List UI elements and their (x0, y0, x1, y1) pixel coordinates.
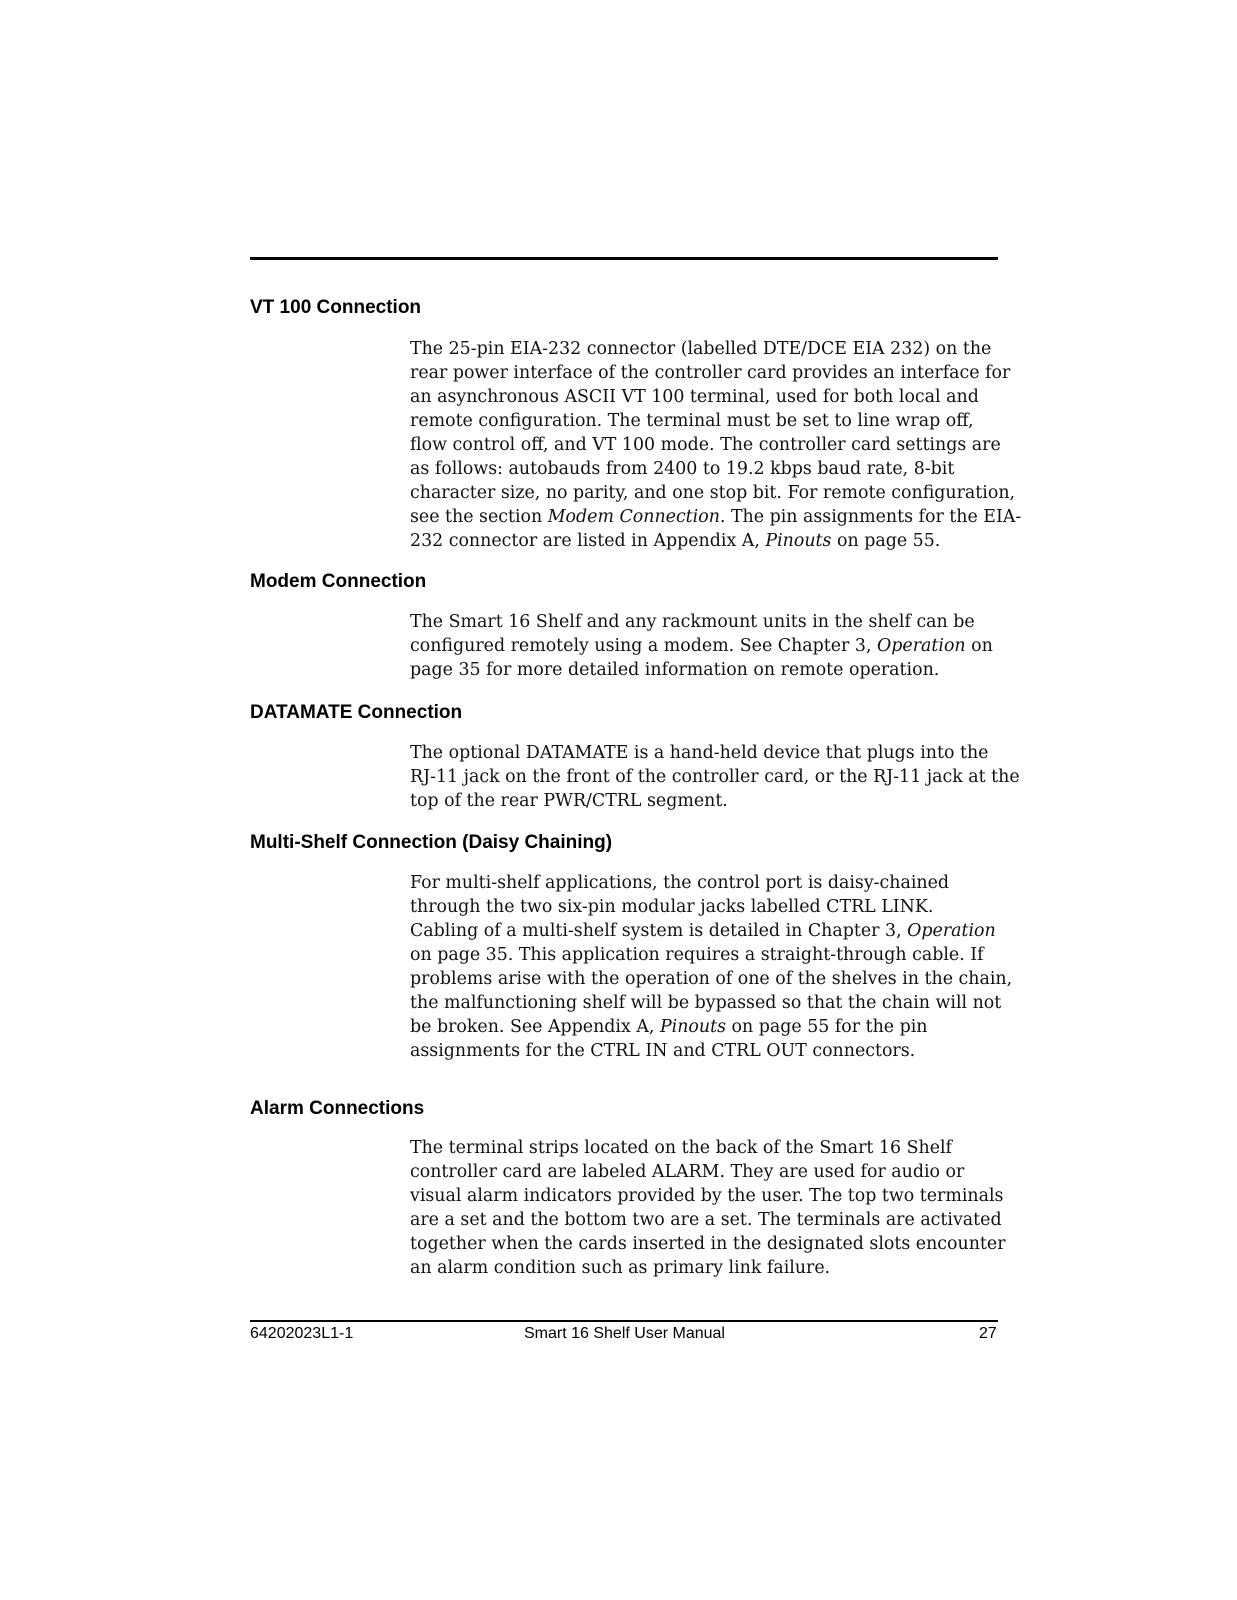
text-line (410, 1015, 1002, 1039)
text-run: be broken. See Appendix A, (410, 1017, 660, 1037)
text-line (410, 433, 1002, 457)
text-line (410, 1208, 1002, 1232)
italic-reference: Pinouts (765, 531, 832, 551)
section-body (410, 610, 1002, 682)
text-line (410, 361, 1011, 385)
text-line (410, 610, 1002, 634)
italic-reference: Operation (907, 921, 996, 941)
text-run: visual alarm indicators provided by the user. The top two terminals (410, 1186, 1004, 1206)
section-body (410, 741, 1020, 813)
text-run: The Smart 16 Shelf and any rackmount units in the shelf can be (410, 612, 975, 632)
section-heading: Multi-Shelf Connection (Daisy Chaining) (250, 832, 613, 853)
text-run: page 35 for more detailed information on remote operation. (410, 660, 940, 680)
text-line (410, 765, 1020, 789)
text-line (410, 967, 1013, 991)
text-line (410, 505, 1022, 529)
footer-title: Smart 16 Shelf User Manual (524, 1325, 725, 1342)
text-line (410, 1160, 1002, 1184)
text-run: an asynchronous ASCII VT 100 terminal, used for both local and (410, 387, 979, 407)
text-run: top of the rear PWR/CTRL segment. (410, 791, 728, 811)
text-line (410, 1256, 1002, 1280)
text-run: RJ-11 jack on the front of the controller card, or the RJ-11 jack at the (410, 767, 1020, 787)
text-run: rear power interface of the controller card provides an interface for (410, 363, 1011, 383)
footer-doc-number: 64202023L1-1 (250, 1325, 354, 1342)
italic-reference: Modem Connection (547, 507, 720, 527)
text-run: on page 55. (831, 531, 941, 551)
text-line (410, 409, 1002, 433)
footer-page-number: 27 (979, 1325, 997, 1342)
header-rule (250, 257, 998, 260)
text-line (410, 895, 1002, 919)
text-run: on page 55 for the pin (726, 1017, 928, 1037)
text-run: the malfunctioning shelf will be bypassed so that the chain will not (410, 993, 1002, 1013)
text-run: remote configuration. The terminal must be set to line wrap off, (410, 411, 974, 431)
text-line (410, 658, 1002, 682)
text-run: problems arise with the operation of one of the shelves in the chain, (410, 969, 1013, 989)
text-run: an alarm condition such as primary link failure. (410, 1258, 831, 1278)
text-run: flow control off, and VT 100 mode. The controller card settings are (410, 435, 1001, 455)
italic-reference: Operation (877, 636, 966, 656)
footer-rule (250, 1320, 998, 1322)
section-heading: VT 100 Connection (250, 297, 422, 318)
text-run: on page 35. This application requires a straight-through cable. If (410, 945, 984, 965)
text-line (410, 634, 1002, 658)
text-run: . The pin assignments for the EIA- (719, 507, 1022, 527)
text-run: together when the cards inserted in the designated slots encounter (410, 1234, 1006, 1254)
text-line (410, 991, 1002, 1015)
italic-reference: Pinouts (659, 1017, 727, 1037)
text-line (410, 1232, 1006, 1256)
section-heading: Alarm Connections (250, 1098, 425, 1119)
text-run: assignments for the CTRL IN and CTRL OUT connectors. (410, 1041, 916, 1061)
text-run: are a set and the bottom two are a set. The terminals are activated (410, 1210, 1002, 1230)
text-run: on (965, 636, 993, 656)
text-run: controller card are labeled ALARM. They are used for audio or (410, 1162, 965, 1182)
text-line (410, 943, 1002, 967)
text-line (410, 385, 1002, 409)
text-run: through the two six-pin modular jacks labelled CTRL LINK. (410, 897, 934, 917)
text-run: character size, no parity, and one stop bit. For remote configuration, (410, 483, 1016, 503)
section-heading: DATAMATE Connection (250, 702, 463, 723)
text-line (410, 529, 1002, 553)
section-body (410, 1136, 1006, 1280)
text-line (410, 457, 1002, 481)
text-line (410, 481, 1016, 505)
text-run: 232 connector are listed in Appendix A, (410, 531, 766, 551)
text-run: The optional DATAMATE is a hand-held device that plugs into the (410, 743, 989, 763)
text-line (410, 337, 1002, 361)
text-line (410, 1039, 1002, 1063)
section-body (410, 337, 1022, 553)
text-run: as follows: autobauds from 2400 to 19.2 kbps baud rate, 8-bit (410, 459, 955, 479)
text-run: For multi-shelf applications, the control port is daisy-chained (410, 873, 950, 893)
text-run: Cabling of a multi-shelf system is detailed in Chapter 3, (410, 921, 908, 941)
text-run: The terminal strips located on the back of the Smart 16 Shelf (410, 1138, 952, 1158)
section-body (410, 871, 1013, 1063)
text-line (410, 1184, 1002, 1208)
text-line (410, 871, 1002, 895)
text-run: see the section (410, 507, 548, 527)
text-run: configured remotely using a modem. See Chapter 3, (410, 636, 878, 656)
text-line (410, 789, 1002, 813)
section-heading: Modem Connection (250, 571, 427, 592)
text-line (410, 741, 1002, 765)
text-line (410, 919, 1002, 943)
text-line (410, 1136, 1002, 1160)
text-run: The 25-pin EIA-232 connector (labelled DTE/DCE EIA 232) on the (410, 339, 992, 359)
